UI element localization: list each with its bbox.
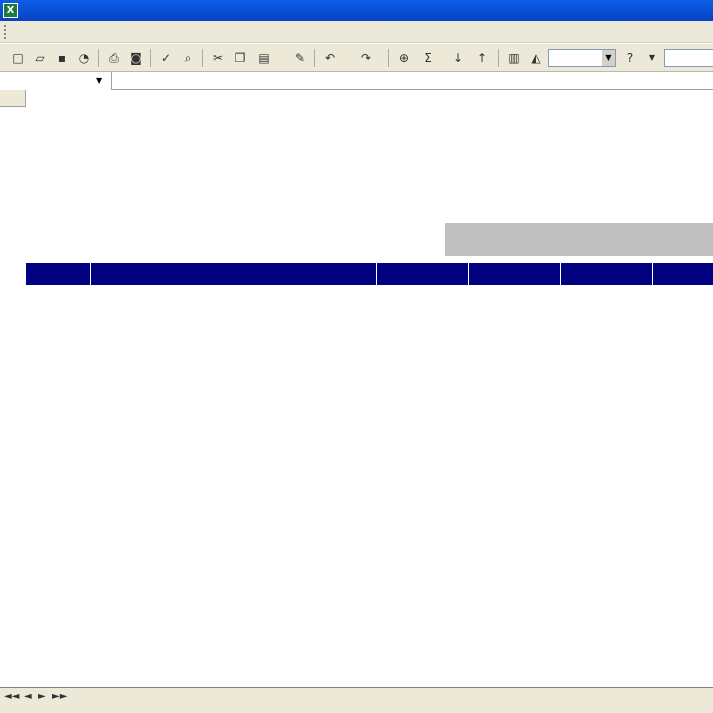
save-icon[interactable]: ▪ [57,51,67,65]
toolbar-separator [202,49,203,67]
worksheet-grid[interactable] [0,90,713,687]
menu-grip-icon[interactable] [4,25,7,39]
menu-bar [0,21,713,43]
toolbar-separator [98,49,99,67]
print-preview-icon[interactable]: ◙ [130,51,142,65]
next-sheet-icon[interactable]: ► [38,691,46,702]
autosum-icon[interactable]: Σ [424,51,432,65]
toolbar-separator [388,49,389,67]
cut-icon[interactable]: ✂ [212,51,224,65]
help-icon[interactable]: ? [626,51,634,65]
print-icon[interactable]: ⎙ [109,51,119,65]
copy-icon[interactable]: ❐ [234,51,246,65]
undo-icon[interactable]: ↶ [324,51,336,65]
sort-ascending-icon[interactable]: ↓ [452,51,464,65]
header-month-3 [561,263,653,285]
sheet-tabs-bar [0,687,713,707]
toolbar-separator [150,49,151,67]
zoom-select[interactable] [548,49,616,67]
new-icon[interactable]: □ [12,51,24,65]
header-month-4 [653,263,713,285]
prev-sheet-icon[interactable]: ◄ [24,691,32,702]
open-icon[interactable]: ▱ [35,51,45,65]
excel-icon[interactable]: X [3,3,18,18]
permission-icon[interactable]: ◔ [78,51,90,65]
select-all-button[interactable] [0,90,26,107]
spelling-icon[interactable]: ✓ [160,51,172,65]
last-sheet-icon[interactable]: ►► [52,691,68,702]
toolbar-separator [314,49,315,67]
name-box[interactable] [0,72,112,90]
redo-icon[interactable]: ↷ [360,51,372,65]
gray-info-band [445,223,713,256]
status-bar [0,707,713,713]
toolbar-separator [498,49,499,67]
standard-toolbar [0,44,713,72]
research-icon[interactable]: ⌕ [184,51,192,65]
hyperlink-icon[interactable]: ⊕ [398,51,410,65]
chevron-down-icon[interactable]: ▼ [96,76,103,85]
first-sheet-icon[interactable]: ◄◄ [4,691,20,702]
header-description [91,263,377,285]
formula-bar [0,72,713,90]
header-month-1 [377,263,469,285]
header-month-2 [469,263,561,285]
toolbar-options-icon[interactable]: ▼ [648,53,656,62]
title-bar [0,0,713,21]
font-select[interactable] [664,49,713,67]
paste-icon[interactable]: ▤ [258,51,270,65]
format-painter-icon[interactable]: ✎ [294,51,306,65]
chart-icon[interactable]: ▥ [508,51,520,65]
chevron-down-icon[interactable]: ▼ [602,50,615,66]
drawing-icon[interactable]: ◭ [531,51,541,65]
header-code [26,263,91,285]
sort-descending-icon[interactable]: ↑ [476,51,488,65]
